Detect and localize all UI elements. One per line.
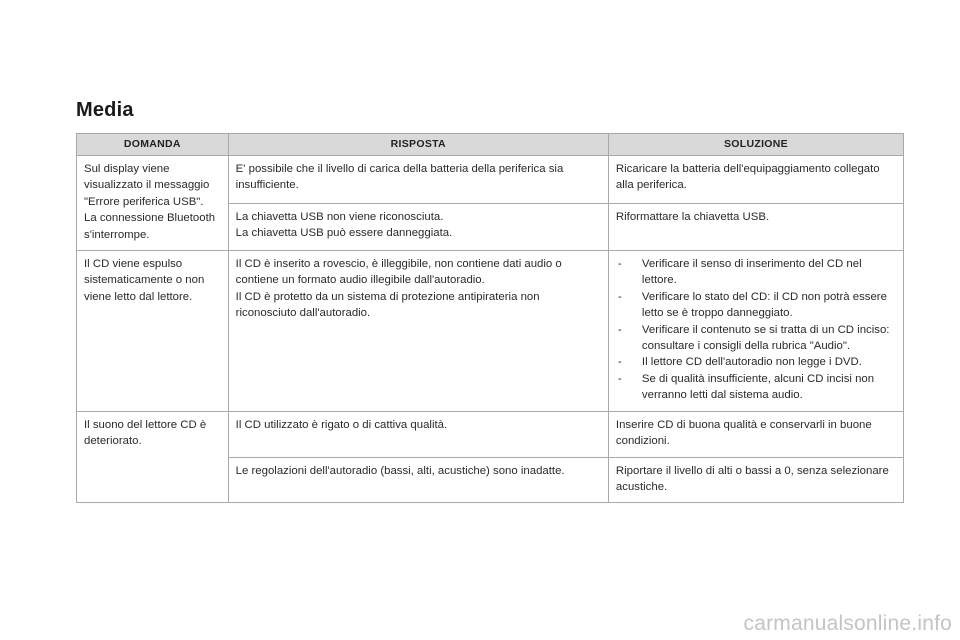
solution-text: Riportare il livello di alti o bassi a 0, senza selezionare acustiche. <box>615 464 889 493</box>
troubleshooting-table <box>76 133 904 503</box>
solution-list <box>616 256 896 404</box>
solution-text: Il lettore CD dell'autoradio non legge i DVD. <box>641 356 862 369</box>
solution-cell <box>608 251 903 412</box>
answer-text: La chiavetta USB non viene riconosciuta. <box>235 210 444 223</box>
solution-text: Ricaricare la batteria dell'equipaggiamento collegato alla periferica. <box>615 163 880 192</box>
table-row <box>77 251 904 412</box>
table-row <box>77 156 904 204</box>
watermark-text: carmanualsonline.info <box>743 612 952 635</box>
answer-text: Il CD è inserito a rovescio, è illeggibile, non contiene dati audio o contiene un formato audio illegibile dall'autoradio. <box>235 258 562 287</box>
answer-text: Le regolazioni dell'autoradio (bassi, alti, acustiche) sono inadatte. <box>235 464 565 477</box>
solution-cell <box>608 156 903 204</box>
answer-cell <box>228 411 608 457</box>
question-cell-cd-ejected <box>77 251 229 412</box>
header-question: DOMANDA <box>77 134 229 156</box>
table-header-row <box>77 134 904 156</box>
page-title: Media <box>76 99 134 121</box>
solution-cell <box>608 457 903 503</box>
solution-cell <box>608 203 903 251</box>
solution-text: Riformattare la chiavetta USB. <box>615 210 770 223</box>
list-item <box>616 322 896 355</box>
dash-bullet: - <box>617 372 622 385</box>
question-text: Sul display viene visualizzato il messaggio "Errore periferica USB". <box>84 163 210 208</box>
header-solution: SOLUZIONE <box>608 134 903 156</box>
answer-text: La chiavetta USB può essere danneggiata. <box>235 226 453 239</box>
list-item <box>616 371 896 404</box>
answer-cell <box>228 203 608 251</box>
answer-cell <box>228 156 608 204</box>
dash-bullet: - <box>617 356 622 369</box>
list-item <box>616 354 896 370</box>
list-item <box>616 256 896 289</box>
solution-text: Verificare il contenuto se si tratta di un CD inciso: consultare i consigli della rubrica "Audio". <box>641 323 890 353</box>
question-text: La connessione Bluetooth s'interrompe. <box>84 212 216 241</box>
table-row <box>77 411 904 457</box>
question-text: Il suono del lettore CD è deteriorato. <box>84 418 207 448</box>
answer-text: E' possibile che il livello di carica della batteria della periferica sia insufficiente. <box>235 163 564 192</box>
list-item <box>616 289 896 322</box>
dash-bullet: - <box>617 290 622 303</box>
dash-bullet: - <box>617 258 622 271</box>
answer-text: Il CD utilizzato è rigato o di cattiva qualità. <box>235 418 448 431</box>
solution-cell <box>608 411 903 457</box>
solution-text: Verificare il senso di inserimento del CD nel lettore. <box>641 258 862 287</box>
header-answer: RISPOSTA <box>228 134 608 156</box>
answer-text: Il CD è protetto da un sistema di protezione antipirateria non riconosciuto dall'autoradio. <box>235 290 540 320</box>
answer-cell <box>228 457 608 503</box>
answer-cell <box>228 251 608 412</box>
question-cell-cd-sound <box>77 411 229 503</box>
question-cell-usb <box>77 156 229 251</box>
dash-bullet: - <box>617 323 622 336</box>
solution-text: Inserire CD di buona qualità e conservarli in buone condizioni. <box>615 418 872 448</box>
question-text: Il CD viene espulso sistematicamente o non viene letto dal lettore. <box>84 258 205 303</box>
solution-text: Se di qualità insufficiente, alcuni CD incisi non verranno letti dal sistema audio. <box>641 372 875 402</box>
solution-text: Verificare lo stato del CD: il CD non potrà essere letto se è troppo danneggiato. <box>641 290 887 320</box>
